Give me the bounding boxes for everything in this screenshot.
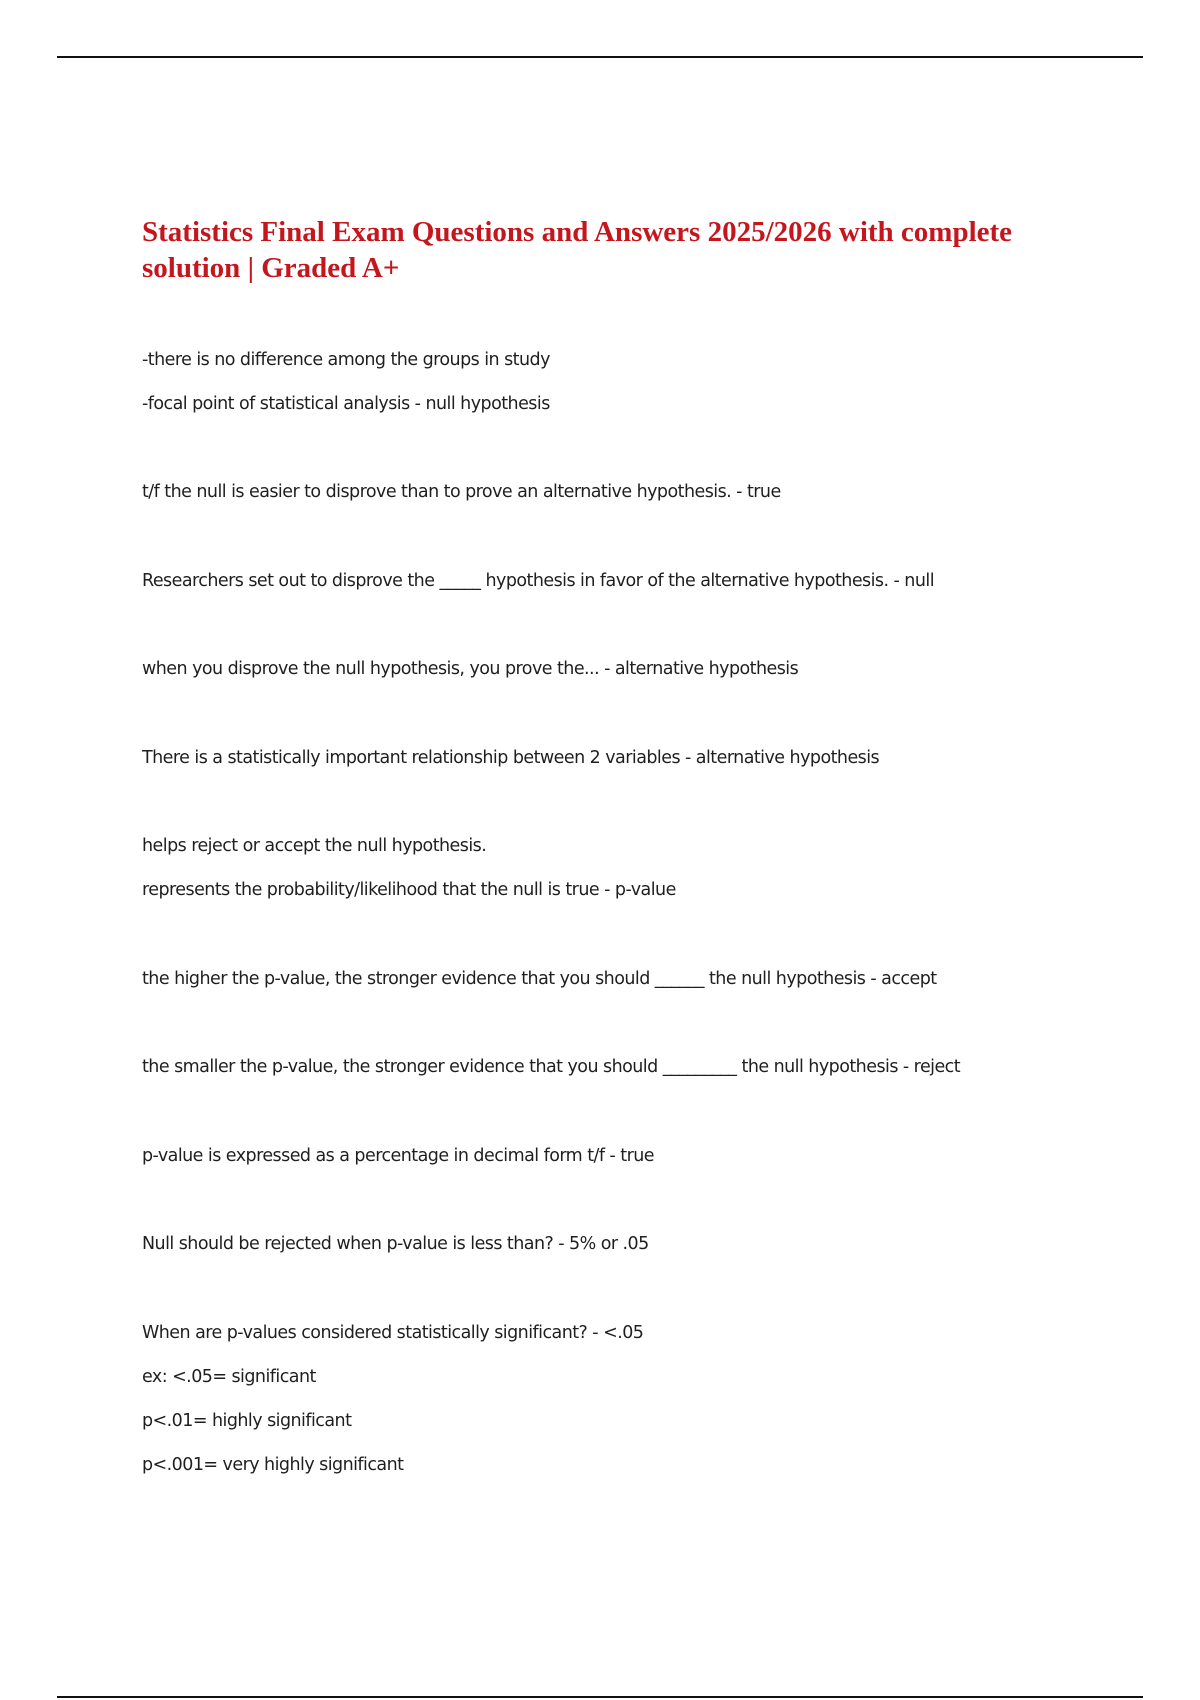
text-line: -focal point of statistical analysis - null hypothesis (142, 394, 550, 414)
text-line: Null should be rejected when p-value is less than? - 5% or .05 (142, 1234, 649, 1254)
text-line: t/f the null is easier to disprove than to prove an alternative hypothesis. - true (142, 482, 781, 502)
bottom-rule (57, 1696, 1143, 1698)
text-line: p-value is expressed as a percentage in decimal form t/f - true (142, 1146, 654, 1166)
text-line: represents the probability/likelihood that the null is true - p-value (142, 880, 676, 900)
text-line: -there is no difference among the groups in study (142, 350, 550, 370)
text-line: p<.001= very highly significant (142, 1455, 404, 1475)
text-line: When are p-values considered statistically significant? - <.05 (142, 1323, 644, 1343)
top-rule (57, 56, 1143, 58)
text-line: There is a statistically important relationship between 2 variables - alternative hypothesis (142, 748, 880, 768)
text-line: the smaller the p-value, the stronger evidence that you should _________ the null hypothesis - reject (142, 1057, 961, 1077)
text-line: ex: <.05= significant (142, 1367, 316, 1387)
text-line: helps reject or accept the null hypothesis. (142, 836, 487, 856)
text-line: p<.01= highly significant (142, 1411, 352, 1431)
text-line: the higher the p-value, the stronger evidence that you should ______ the null hypothesis - accept (142, 969, 937, 989)
text-line: Researchers set out to disprove the _____ hypothesis in favor of the alternative hypothesis. - null (142, 571, 935, 591)
text-line: when you disprove the null hypothesis, you prove the... - alternative hypothesis (142, 659, 799, 679)
document-title: Statistics Final Exam Questions and Answers 2025/2026 with complete solution | Graded A+ (142, 216, 1013, 284)
